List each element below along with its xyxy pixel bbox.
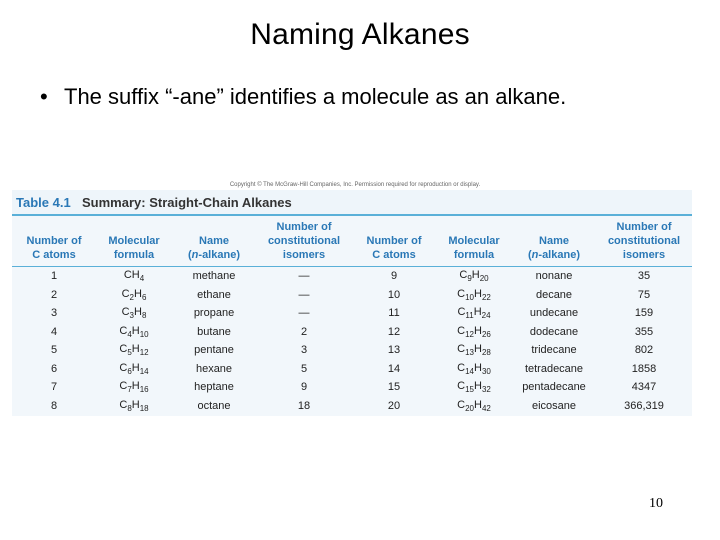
name-cell: hexane: [195, 362, 233, 375]
slide-title: Naming Alkanes: [250, 18, 470, 51]
carbon-count-cell: 13: [387, 344, 401, 357]
column-header-line: isomers: [282, 249, 326, 261]
carbon-count-cell: 8: [50, 399, 58, 412]
carbon-count-cell: 4: [50, 325, 58, 338]
bullet-point: [40, 84, 700, 110]
alkanes-table: [12, 218, 692, 415]
column-header: [172, 218, 256, 267]
name-cell: nonane: [535, 270, 573, 283]
isomers-cell: 75: [637, 288, 651, 301]
carbon-count-cell: 11: [388, 307, 400, 320]
column-header: [512, 218, 596, 267]
name-cell: heptane: [194, 381, 234, 394]
column-header: [596, 218, 692, 267]
table-row: [12, 341, 692, 360]
isomers-cell: 802: [634, 344, 654, 357]
column-header-line: Molecular: [448, 235, 500, 247]
column-header-line: formula: [453, 249, 495, 261]
isomers-cell: —: [298, 307, 310, 320]
formula-cell: $C_2H_6$: [121, 287, 147, 302]
column-header: [436, 218, 512, 267]
table-number: Table 4.1: [16, 194, 71, 210]
carbon-count-cell: 1: [50, 270, 58, 283]
formula-cell: $C_9H_{20}$: [459, 269, 489, 284]
column-header-line: Number of: [26, 235, 82, 247]
column-header: [96, 218, 172, 267]
table-body: [12, 267, 692, 416]
column-header: [12, 218, 96, 267]
name-cell: dodecane: [529, 325, 579, 338]
formula-cell: $C_{14}H_{30}$: [457, 361, 491, 376]
carbon-count-cell: 12: [387, 325, 401, 338]
name-cell: octane: [197, 399, 231, 412]
bullet-icon: •: [40, 84, 48, 109]
column-header-line: Number of: [616, 221, 672, 233]
formula-cell: $C_{13}H_{28}$: [457, 343, 491, 358]
column-header-line: constitutional: [607, 235, 681, 247]
formula-cell: $C_4H_{10}$: [119, 324, 149, 339]
carbon-count-cell: 2: [50, 288, 58, 301]
copyright-notice: Copyright © The McGraw-Hill Companies, Inc. Permission required for reproduction or display.: [229, 182, 481, 188]
name-cell: tridecane: [531, 344, 577, 357]
alkanes-table-panel: [12, 190, 692, 416]
carbon-count-cell: 14: [387, 362, 401, 375]
column-header-line: (n-alkane): [528, 249, 580, 261]
column-header: [352, 218, 436, 267]
table-header-row: [12, 218, 692, 267]
isomers-cell: 35: [637, 270, 651, 283]
table-row: [12, 267, 692, 286]
column-header-line: isomers: [622, 249, 666, 261]
isomers-cell: 4347: [631, 381, 657, 394]
isomers-cell: 5: [300, 362, 308, 375]
isomers-cell: 1858: [631, 362, 657, 375]
table-caption: Summary: Straight-Chain Alkanes: [82, 194, 292, 210]
isomers-cell: —: [298, 270, 310, 283]
formula-cell: $C_{10}H_{22}$: [457, 287, 491, 302]
formula-cell: $C_{12}H_{26}$: [457, 324, 491, 339]
formula-cell: $C_8H_{18}$: [119, 398, 149, 413]
table-row: [12, 286, 692, 305]
name-cell: tetradecane: [524, 362, 584, 375]
column-header-line: (n-alkane): [188, 249, 240, 261]
isomers-cell: 2: [300, 325, 308, 338]
table-row: [12, 323, 692, 342]
isomers-cell: 366,319: [624, 399, 664, 412]
bullet-text: The suffix “-ane” identifies a molecule as an alkane.: [64, 84, 567, 109]
formula-cell: $C_7H_{16}$: [119, 380, 149, 395]
column-header-line: Name: [539, 235, 569, 247]
name-cell: propane: [193, 307, 235, 320]
carbon-count-cell: 20: [387, 399, 401, 412]
column-header-line: C atoms: [372, 249, 416, 261]
table-row: [12, 378, 692, 397]
name-cell: pentadecane: [522, 381, 586, 394]
formula-cell: $C_{15}H_{32}$: [457, 380, 491, 395]
table-header-band: [12, 190, 692, 216]
formula-cell: $C_6H_{14}$: [119, 361, 149, 376]
name-cell: undecane: [529, 307, 579, 320]
column-header-line: formula: [113, 249, 155, 261]
carbon-count-cell: 5: [50, 344, 58, 357]
column-header-line: Number of: [276, 221, 332, 233]
column-header-line: Number of: [366, 235, 422, 247]
table-row: [12, 397, 692, 416]
name-cell: ethane: [197, 288, 231, 301]
table-row: [12, 360, 692, 379]
page-number: 10: [649, 496, 663, 511]
name-cell: eicosane: [531, 399, 577, 412]
column-header-line: Molecular: [108, 235, 160, 247]
name-cell: butane: [197, 325, 231, 338]
carbon-count-cell: 9: [390, 270, 398, 283]
isomers-cell: 18: [297, 399, 311, 412]
carbon-count-cell: 7: [50, 381, 58, 394]
carbon-count-cell: 15: [387, 381, 401, 394]
isomers-cell: 9: [300, 381, 308, 394]
isomers-cell: 159: [634, 307, 654, 320]
column-header: [256, 218, 352, 267]
carbon-count-cell: 10: [387, 288, 401, 301]
isomers-cell: 3: [300, 344, 308, 357]
column-header-line: constitutional: [267, 235, 341, 247]
formula-cell: $C_3H_8$: [121, 306, 147, 321]
name-cell: decane: [535, 288, 573, 301]
formula-cell: $C_5H_{12}$: [119, 343, 149, 358]
carbon-count-cell: 3: [50, 307, 58, 320]
carbon-count-cell: 6: [50, 362, 58, 375]
column-header-line: Name: [199, 235, 229, 247]
formula-cell: $C_{20}H_{42}$: [457, 398, 491, 413]
column-header-line: C atoms: [32, 249, 76, 261]
isomers-cell: 355: [634, 325, 654, 338]
table-row: [12, 304, 692, 323]
formula-cell: $C_{11}H_{24}$: [457, 306, 491, 321]
name-cell: pentane: [194, 344, 234, 357]
name-cell: methane: [192, 270, 236, 283]
isomers-cell: —: [298, 288, 310, 301]
formula-cell: $CH_4$: [123, 269, 145, 284]
